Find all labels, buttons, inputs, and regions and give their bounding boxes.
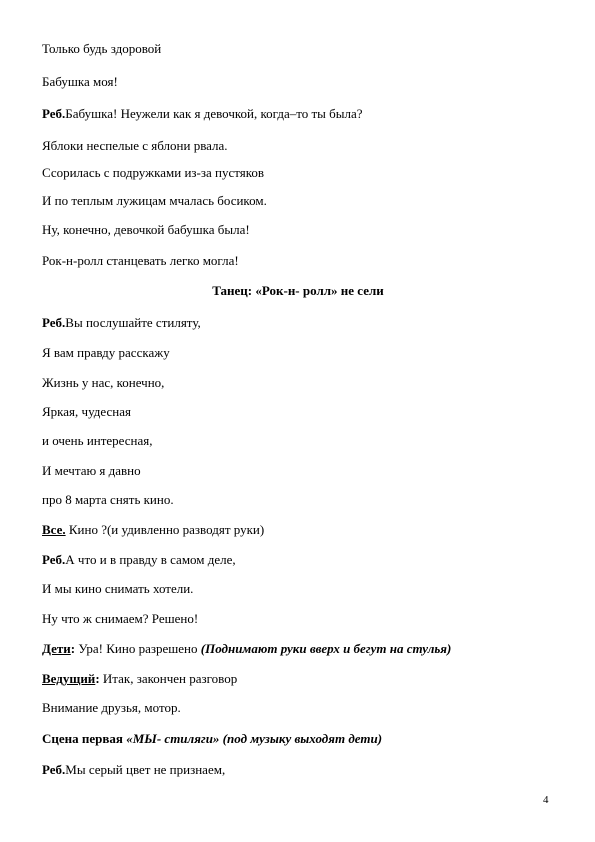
text-line: И по теплым лужицам мчалась босиком. [42, 193, 267, 208]
text-line: Внимание друзья, мотор. [42, 700, 181, 715]
stage-direction: «МЫ- стиляги» (под музыку выходят дети) [126, 731, 383, 746]
text-line: Только будь здоровой [42, 41, 162, 56]
speaker-label: Реб. [42, 106, 66, 121]
dialogue-line [42, 552, 562, 568]
text-line: и очень интересная, [42, 433, 153, 448]
dialogue-line [42, 671, 562, 687]
text-line: Ну что ж снимаем? Решено! [42, 611, 199, 626]
speaker-colon: : [70, 641, 76, 656]
dialogue-line [42, 522, 562, 538]
dialogue-line [42, 762, 562, 778]
dialogue-text: Бабушка! Неужели как я девочкой, когда–то ты была? [65, 106, 363, 121]
speaker-label: Дети [42, 641, 71, 656]
text-line: Рок-н-ролл станцевать легко могла! [42, 253, 239, 268]
text-line: Яркая, чудесная [42, 404, 131, 419]
speaker-label: Реб. [42, 762, 66, 777]
dance-heading: Танец: «Рок-н- ролл» не сели [212, 283, 384, 298]
text-line: И мы кино снимать хотели. [42, 581, 194, 596]
speaker-label: Ведущий [42, 671, 96, 686]
text-line: Бабушка моя! [42, 74, 118, 89]
text-line: И мечтаю я давно [42, 463, 141, 478]
dialogue-line [42, 106, 562, 122]
speaker-label: Реб. [42, 552, 66, 567]
dialogue-text: А что и в правду в самом деле, [65, 552, 236, 567]
dialogue-line [42, 641, 562, 657]
scene-label: Сцена первая [42, 731, 127, 746]
text-line: Жизнь у нас, конечно, [42, 375, 165, 390]
dialogue-text: Кино ?(и удивленно разводят руки) [65, 522, 265, 537]
text-line: про 8 марта снять кино. [42, 492, 174, 507]
dialogue-text: Вы послушайте стиляту, [65, 315, 201, 330]
dialogue-text: Мы серый цвет не признаем, [65, 762, 226, 777]
stage-direction: (Поднимают руки вверх и бегут на стулья) [200, 641, 452, 656]
dialogue-text: Ура! Кино разрешено [75, 641, 201, 656]
speaker-colon: : [95, 671, 100, 686]
text-line: Ну, конечно, девочкой бабушка была! [42, 222, 250, 237]
text-line: Яблоки неспелые с яблони рвала. [42, 138, 228, 153]
text-line: Я вам правду расскажу [42, 345, 170, 360]
dialogue-text: Итак, закончен разговор [99, 671, 238, 686]
page-number: 4 [543, 794, 549, 806]
text-line: Ссорилась с подружками из-за пустяков [42, 165, 265, 180]
dialogue-line [42, 315, 562, 331]
speaker-label: Все. [42, 522, 66, 537]
scene-heading [42, 731, 562, 747]
speaker-label: Реб. [42, 315, 66, 330]
